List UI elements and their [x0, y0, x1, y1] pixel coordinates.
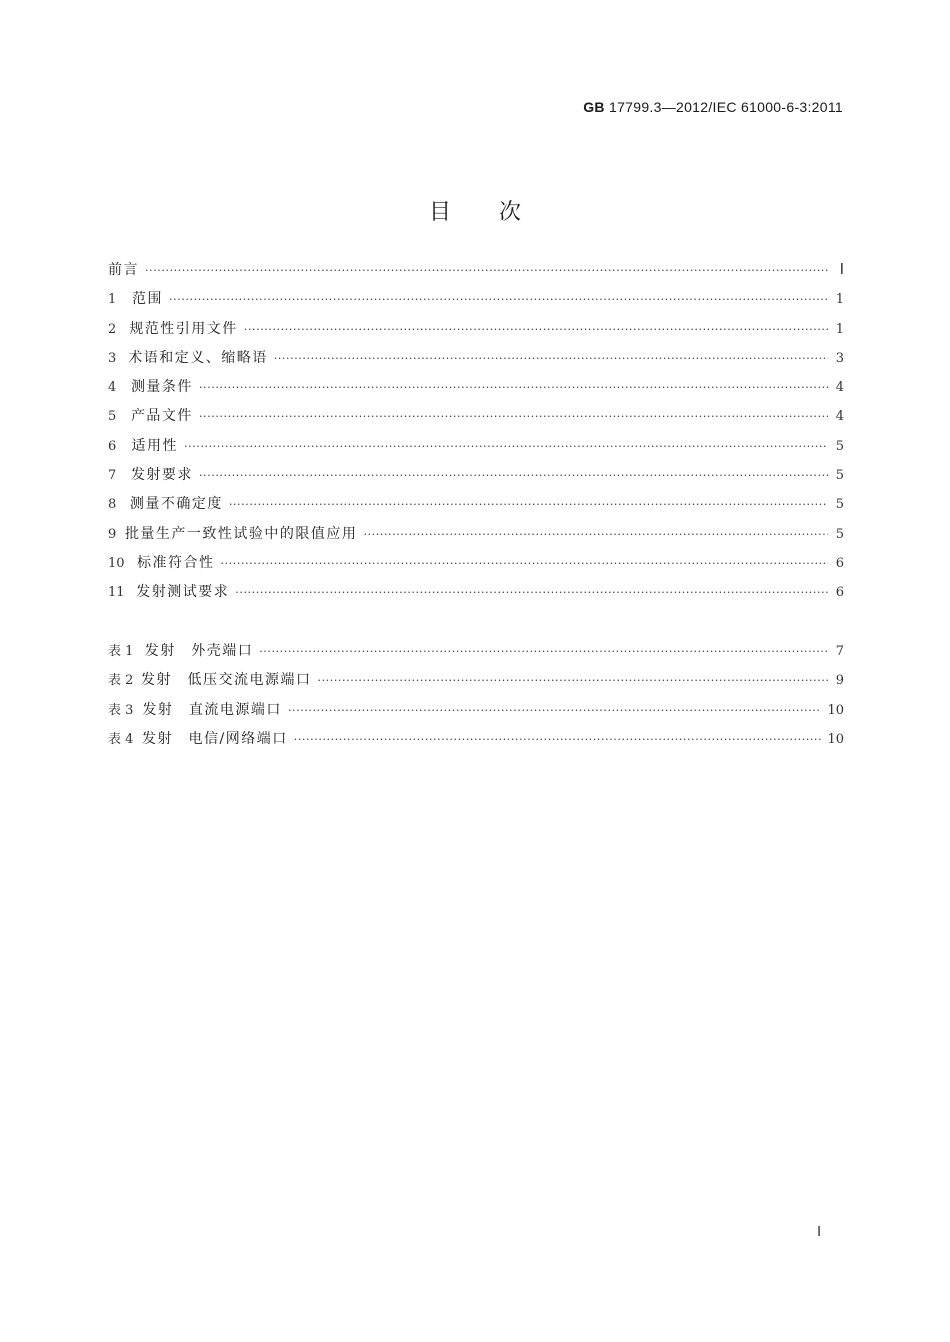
toc-entry-title: 适用性 — [131, 437, 178, 454]
table-title: 发射 电信/网络端口 — [142, 730, 288, 747]
toc-entry-title: 范围 — [132, 291, 164, 308]
toc-entry-number: 5 — [108, 409, 117, 425]
standard-prefix: GB — [583, 99, 605, 115]
table-page: 10 — [827, 731, 844, 747]
toc-leader-dots — [288, 704, 822, 717]
toc-entry-page: 5 — [835, 438, 844, 454]
toc-entry-number: 1 — [108, 292, 117, 308]
toc-leader-dots — [199, 410, 828, 423]
table-title: 发射 低压交流电源端口 — [140, 672, 312, 689]
toc-entry-number: 9 — [108, 526, 117, 542]
toc-entry[interactable] — [108, 405, 844, 434]
table-of-contents — [108, 259, 844, 611]
toc-entry-number: 11 — [108, 585, 125, 601]
table-list-entry[interactable] — [108, 699, 844, 728]
toc-entry-page: Ⅰ — [839, 262, 844, 278]
table-label: 表 3 — [108, 702, 134, 718]
table-title: 发射 直流电源端口 — [142, 701, 282, 718]
toc-entry[interactable] — [108, 318, 844, 347]
toc-leader-dots — [317, 674, 828, 687]
toc-entry-number: 7 — [108, 468, 117, 484]
toc-entry-page: 3 — [835, 350, 844, 366]
toc-entry-number: 2 — [108, 321, 117, 337]
toc-entry[interactable] — [108, 552, 844, 581]
toc-entry-title: 前言 — [108, 262, 139, 278]
toc-entry-title: 发射要求 — [130, 467, 193, 484]
toc-entry[interactable] — [108, 464, 844, 493]
toc-entry-preface[interactable] — [108, 259, 844, 288]
toc-entry-title: 发射测试要求 — [136, 584, 230, 601]
list-of-tables — [108, 640, 844, 757]
standard-number-header — [583, 99, 843, 115]
toc-leader-dots — [259, 645, 828, 658]
page-number: Ⅰ — [817, 1225, 822, 1240]
toc-entry[interactable] — [108, 376, 844, 405]
toc-leader-dots — [229, 498, 828, 511]
toc-entry-number: 10 — [108, 555, 125, 571]
toc-entry-number: 4 — [108, 380, 117, 396]
toc-entry[interactable] — [108, 347, 844, 376]
toc-entry-page: 5 — [835, 497, 844, 513]
toc-entry-page: 4 — [835, 380, 844, 396]
table-list-entry[interactable] — [108, 669, 844, 698]
toc-entry-title: 测量不确定度 — [129, 496, 223, 513]
toc-entry-page: 1 — [835, 292, 844, 308]
toc-entry[interactable] — [108, 435, 844, 464]
table-page: 7 — [835, 644, 844, 659]
toc-entry[interactable] — [108, 288, 844, 317]
toc-entry-number: 8 — [108, 497, 117, 513]
toc-entry-number: 6 — [108, 438, 117, 454]
toc-leader-dots — [199, 381, 828, 394]
table-page: 9 — [835, 673, 844, 689]
toc-leader-dots — [274, 352, 828, 365]
table-title: 发射 外壳端口 — [144, 643, 254, 659]
toc-leader-dots — [220, 557, 828, 570]
toc-entry-number: 3 — [108, 350, 117, 366]
toc-leader-dots — [235, 586, 828, 599]
toc-entry-title: 批量生产一致性试验中的限值应用 — [124, 525, 358, 542]
toc-entry-page: 6 — [835, 555, 844, 571]
toc-entry-page: 4 — [835, 409, 844, 425]
toc-leader-dots — [294, 733, 822, 746]
toc-entry-page: 5 — [835, 526, 844, 542]
toc-leader-dots — [169, 293, 828, 306]
table-list-entry[interactable] — [108, 640, 844, 669]
toc-entry[interactable] — [108, 581, 844, 610]
page-title: 目次 — [428, 199, 569, 225]
toc-leader-dots — [145, 264, 828, 277]
table-label: 表 2 — [108, 673, 134, 689]
table-label: 表 1 — [108, 644, 134, 659]
toc-leader-dots — [244, 323, 828, 336]
table-list-entry[interactable] — [108, 728, 844, 757]
toc-entry-title: 产品文件 — [130, 408, 193, 425]
table-page: 10 — [827, 702, 844, 718]
toc-entry-title: 标准符合性 — [136, 554, 215, 571]
toc-leader-dots — [184, 440, 828, 453]
toc-entry-title: 测量条件 — [130, 379, 193, 396]
toc-entry-page: 5 — [835, 468, 844, 484]
table-label: 表 4 — [108, 731, 134, 747]
toc-leader-dots — [363, 528, 828, 541]
toc-entry-page: 6 — [835, 585, 844, 601]
toc-leader-dots — [199, 469, 828, 482]
toc-entry-title: 规范性引用文件 — [129, 320, 238, 337]
toc-entry-title: 术语和定义、缩略语 — [128, 349, 268, 366]
standard-number: 17799.3—2012/IEC 61000-6-3:2011 — [609, 99, 843, 115]
toc-entry[interactable] — [108, 493, 844, 522]
toc-entry[interactable] — [108, 523, 844, 552]
toc-entry-page: 1 — [835, 321, 844, 337]
